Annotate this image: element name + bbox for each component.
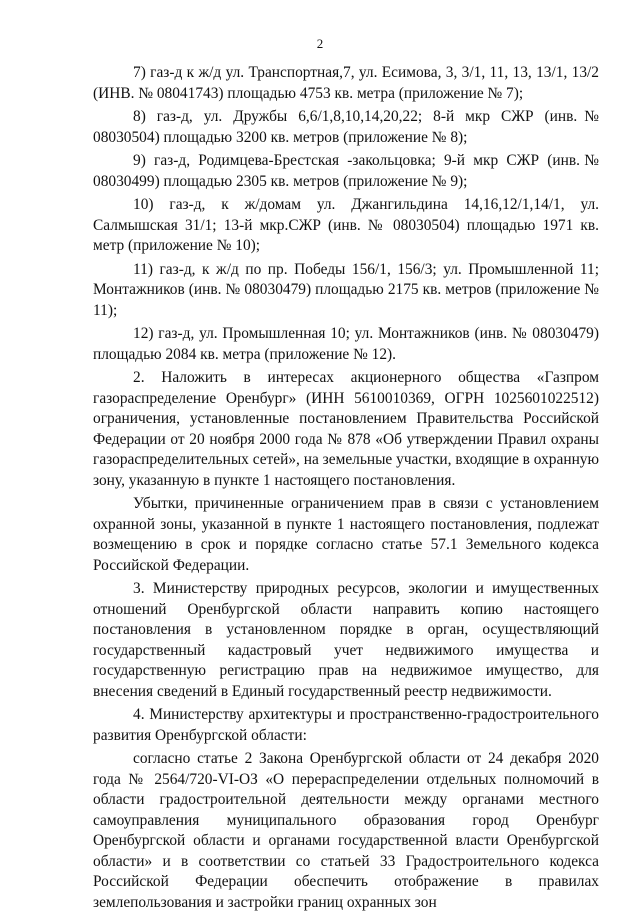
paragraph-item-8: 8) газ-д, ул. Дружбы 6,6/1,8,10,14,20,22; 8-й мкр СЖР (инв.№ 08030504) площадью 3200 кв. метров (приложение № 8); — [93, 108, 599, 146]
paragraph-item-7: 7) газ-д к ж/д ул. Транспортная,7, ул. Есимова, 3, 3/1, 11, 13, 13/1, 13/2 (ИНВ. № 08041743) площадью 4753 кв. метра (приложение № 7); — [93, 64, 599, 102]
paragraph-item-11: 11) газ-д, к ж/д по пр. Победы 156/1, 156/3; ул. Промышленной 11; Монтажников (инв. № 08030479) площадью 2175 кв. метров (приложение № 11); — [93, 260, 599, 319]
paragraph-clause-2: 2. Наложить в интересах акционерного общества «Газпром газораспределение Оренбург» (ИНН 5610010369, ОГРН 1025601022512) ограничения, установленные постановлением Правительства Российской Федерации от 20 ноября 2000 года № 878 «Об утверждении Правил охраны газораспределительных сетей», на земельные участки, входящие в охранную зону, указанную в пункте 1 настоящего постановления. — [93, 369, 599, 489]
paragraph-item-10: 10) газ-д, к ж/домам ул. Джангильдина 14,16,12/1,14/1, ул. Салмышская 31/1; 13-й мкр.СЖР (инв. № 08030504) площадью 1971 кв. метр (приложение № 10); — [93, 196, 599, 254]
document-body — [93, 63, 599, 916]
paragraph-item-12: 12) газ-д, ул. Промышленная 10; ул. Монтажников (инв. № 08030479) площадью 2084 кв. метра (приложение № 12). — [93, 325, 599, 363]
paragraph-item-9: 9) газ-д, Родимцева-Брестская -закольцовка; 9-й мкр СЖР (инв.№ 08030499) площадью 2305 кв. метров (приложение № 9); — [93, 152, 599, 190]
page-number: 2 — [316, 36, 324, 51]
paragraph-clause-3: 3. Министерству природных ресурсов, экологии и имущественных отношений Оренбургской области направить копию настоящего постановления в установленном порядке в орган, осуществляющий государственный кадастровый учет недвижимого имущества и государственную регистрацию прав на недвижимое имущество, для внесения сведений в Единый государственный реестр недвижимости. — [93, 580, 599, 700]
paragraph-losses: Убытки, причиненные ограничением прав в связи с установлением охранной зоны, указанной в пункте 1 настоящего постановления, подлежат возмещению в срок и порядке согласно статье 57.1 Земельного кодекса Российской Федерации. — [93, 495, 599, 574]
paragraph-clause-4-detail: согласно статье 2 Закона Оренбургской области от 24 декабря 2020 года № 2564/720-VI-ОЗ «О перераспределении отдельных полномочий в области градостроительной деятельности между органами местного самоуправления муниципального образования город Оренбург Оренбургской области и органами государственной власти Оренбургской области» и в соответствии со статьей 33 Градостроительного кодекса Российской Федерации обеспечить отображение в правилах землепользования и застройки границ охранных зон — [93, 750, 599, 911]
paragraph-clause-4: 4. Министерству архитектуры и пространственно-градостроительного развития Оренбургской области: — [93, 706, 599, 744]
